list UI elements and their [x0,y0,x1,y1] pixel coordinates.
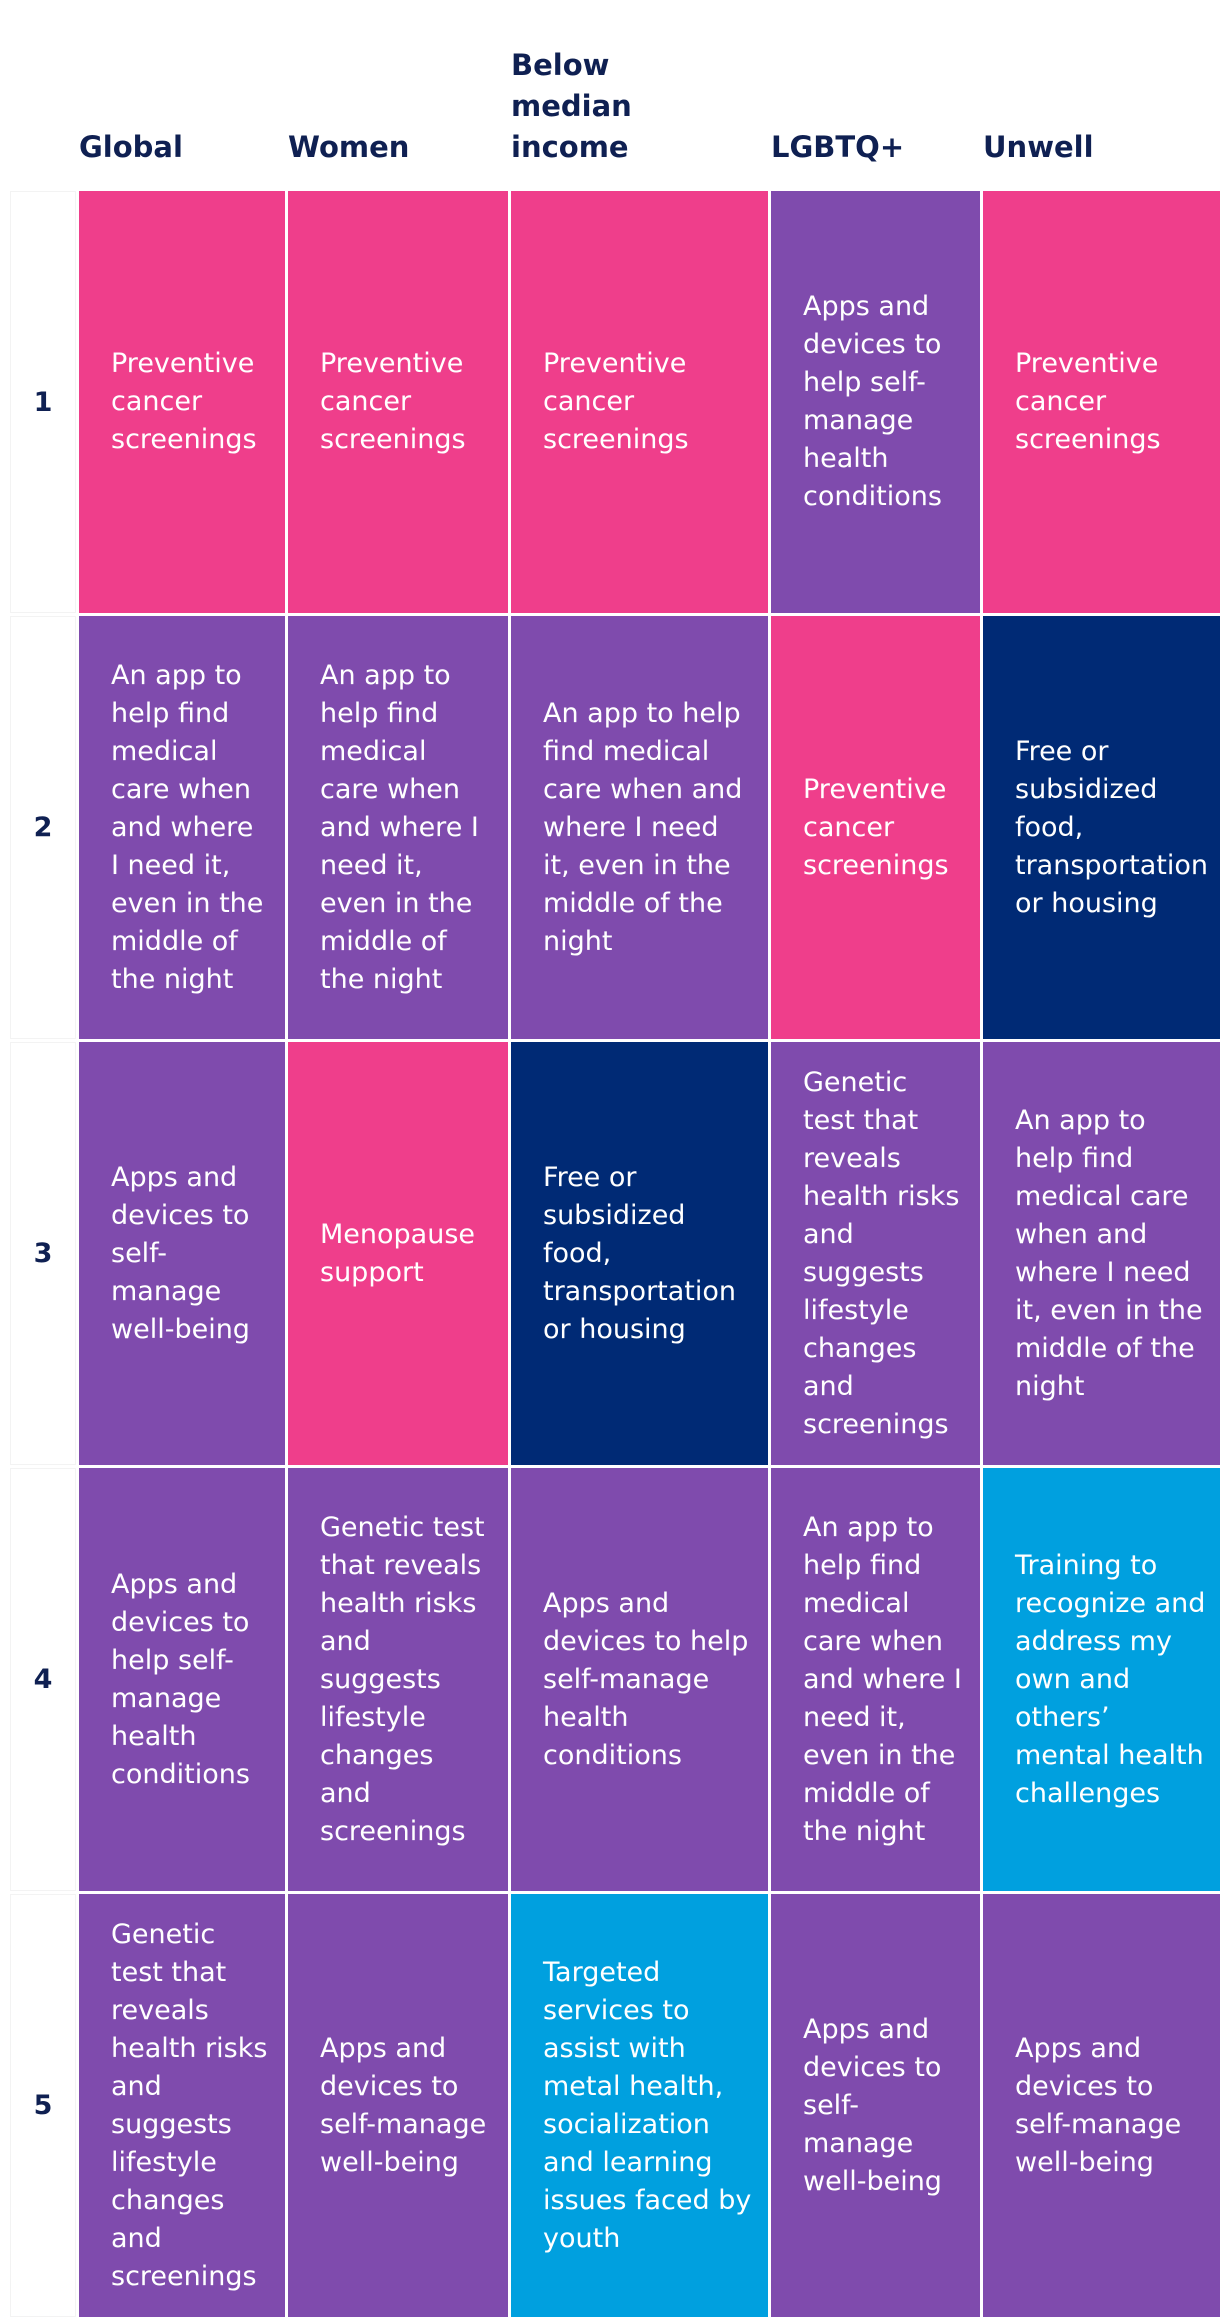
table-cell [79,1894,285,2317]
table-cell [771,1042,980,1465]
column-header-label: Global [79,130,183,164]
table-cell [511,1042,768,1465]
cell-text: Preventive cancer screenings [1015,348,1161,455]
table-cell [288,1042,508,1465]
cell-text: Genetic test that reveals health risks and suggests lifestyle changes and screenings [111,1918,268,2292]
table-cell [983,616,1220,1039]
table-cell [771,616,980,1039]
table-cell [79,616,285,1039]
table-cell [511,1468,768,1891]
cell-text: Apps and devices to help self-manage health conditions [111,1568,250,1790]
rank-label: 3 [33,1238,53,1269]
table-cell [983,1042,1220,1465]
rank-label: 5 [33,2090,53,2121]
column-header-label: Women [288,130,410,164]
table-cell [983,1468,1220,1891]
cell-text: Apps and devices to self-manage well-being [111,1161,250,1345]
cell-text: Preventive cancer screenings [320,348,466,455]
table-cell [771,1468,980,1891]
cell-text: Genetic test that reveals health risks and suggests lifestyle changes and screenings [320,1511,485,1847]
table-cell [511,1894,768,2317]
cell-text: An app to help find medical care when and where I need it, even in the middle of the night [803,1511,962,1847]
rank-label: 2 [33,812,53,843]
rank-cell [10,616,76,1039]
rank-cell [10,1042,76,1465]
table-cell [771,1894,980,2317]
cell-text: Training to recognize and address my own and others’ mental health challenges [1015,1549,1206,1809]
cell-text: Preventive cancer screenings [543,348,689,455]
corner-cell [10,0,76,188]
column-header-label: Unwell [983,130,1094,164]
column-header-unwell [983,0,1220,188]
table-cell [511,616,768,1039]
column-header-below-median-income [511,0,768,188]
table-cell [983,191,1220,613]
rank-cell [10,191,76,613]
cell-text: Apps and devices to self-manage well-being [803,2013,942,2197]
table-cell [288,1468,508,1891]
rank-cell [10,1468,76,1891]
table-cell [288,616,508,1039]
cell-text: An app to help find medical care when and where I need it, even in the middle of the night [543,697,743,957]
cell-text: Free or subsidized food, transportation or housing [543,1161,737,1345]
cell-text: An app to help find medical care when and where I need it, even in the middle of the night [1015,1104,1203,1402]
cell-text: Preventive cancer screenings [111,348,257,455]
table-cell [288,1894,508,2317]
table-cell [79,1468,285,1891]
column-header-lgbtq [771,0,980,188]
cell-text: Preventive cancer screenings [803,773,949,881]
cell-text: An app to help find medical care when and where I need it, even in the middle of the night [320,659,479,995]
cell-text: Menopause support [320,1218,476,1288]
table-cell [983,1894,1220,2317]
cell-text: Apps and devices to help self-manage health conditions [803,291,942,512]
ranking-table [10,0,1220,2317]
column-header-label: LGBTQ+ [771,130,905,164]
rank-cell [10,1894,76,2317]
cell-text: Apps and devices to self-manage well-being [320,2032,487,2178]
table-cell [511,191,768,613]
table-cell [79,191,285,613]
cell-text: Apps and devices to self-manage well-being [1015,2032,1182,2178]
rank-label: 4 [33,1664,53,1695]
rank-label: 1 [33,386,53,418]
table-cell [771,191,980,613]
table-cell [288,191,508,613]
cell-text: Targeted services to assist with metal health, socialization and learning issues faced by youth [543,1956,752,2254]
table-cell [79,1042,285,1465]
cell-text: An app to help find medical care when and where I need it, even in the middle of the night [111,659,264,995]
cell-text: Genetic test that reveals health risks and suggests lifestyle changes and screenings [803,1066,960,1440]
cell-text: Apps and devices to help self-manage health conditions [543,1587,749,1771]
column-header-label: Below median income [511,48,632,164]
column-header-global [79,0,285,188]
column-header-women [288,0,508,188]
cell-text: Free or subsidized food, transportation or housing [1015,735,1209,919]
